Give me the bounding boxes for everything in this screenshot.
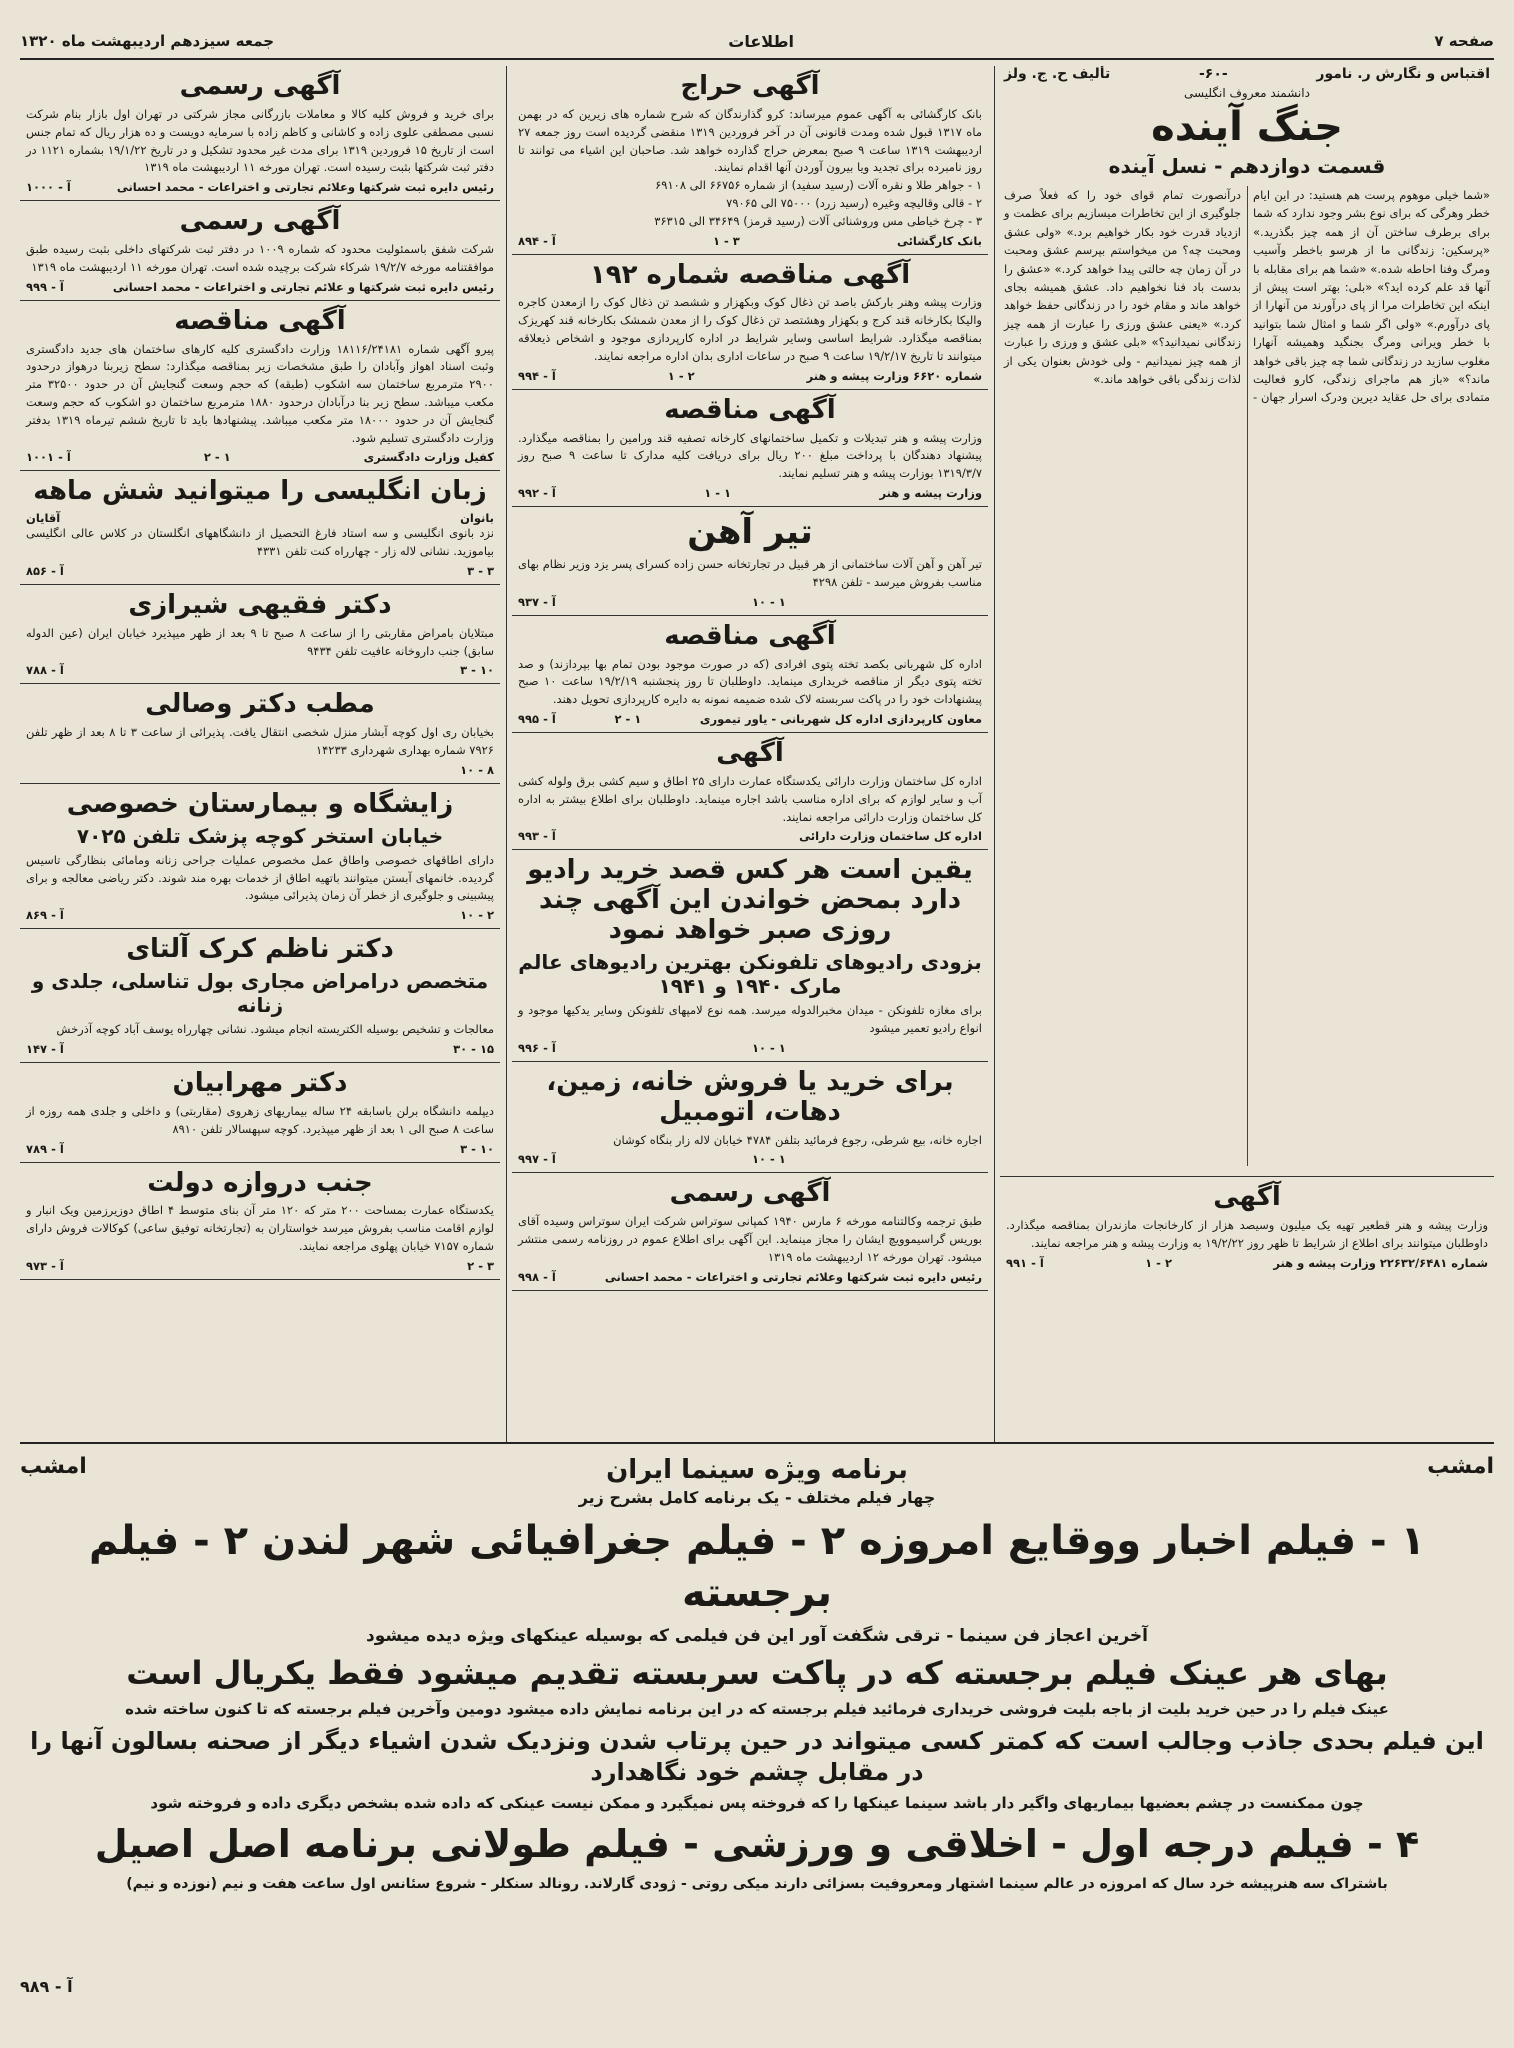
header-rule xyxy=(20,58,1494,60)
ad-title: آگهی رسمی xyxy=(179,71,341,101)
ad-body: وزارت پیشه و هنر قطعیر تهیه یک میلیون وسیصد هزار از کارخانجات مازندران بمناقصه میگذارد. داوطلبان میتوانند برای اطلاع از شرایط تا ظهر روز ۱۹/۲/۲۲ به وزارت پیشه و هنر مراجعه نمایند. xyxy=(1006,1217,1488,1250)
ad-block xyxy=(512,1062,988,1174)
ad-footer xyxy=(26,663,494,677)
ad-body: مبتلایان بامراض مقاربتی را از ساعت ۸ صبح تا ۹ بعد از ظهر میپذیرد خیابان ایران (عین الدوله سابق) جنب داروخانه عافیت تلفن ۹۴۳۴ xyxy=(26,625,494,658)
article-body: «شما خیلی موهوم پرست هم هستید: در این ایام خطر وهرگی که برای نوع بشر وجود ندارد که شما برای برطرف ساختن آن از همه چیز بگذرید.» «پرسکین: زندگانی ما از هرسو باخطر وآسیب ومرگ وفنا احاطه شده.» «شما هم برای مقابله با آنها قد علم کرده اید؟» «بلی: بهتر است پیش از اینکه این تخاطرات مرا از پای درآورند من آنهارا از پای درآورم.» «ولی اگر شما و امثال شما بتوانید با خطر ویرانی ومرگ بجنگید وهمیشه آنهارا مغلوب سازید در زندگانی شما چه چیز باقی خواهد ماند؟» «باز هم ماجرای زندگی، کارو فعالیت متمادی برای حل عقاید دیرین ودرک اسرار جهان - درآنصورت تمام قوای خود را که فعلاً صرف جلوگیری از این تخاطرات میسازیم برای عظمت و ازدیاد قدرت خود بکار خواهیم برد.» «ولی عشق ومحبت چه؟ من میخواستم بپرسم عشق ومحبت در آن زمان چه حالتی پیدا خواهد کرد.» «عشق را بدست باد فنا نخواهیم داد. عشق همیشه بجای خواهد ماند و مقام خود را در زندگانی حفظ خواهد کرد.» «یعنی عشق ورزی را عبارت از همه چیز زندگانی نمیدانید؟» «بلی عشق و ورزی را عبارت از همه چیز نمیدانیم - ولی خودش بعنوان یکی از لذات زندگی باقی خواهد ماند.» xyxy=(1004,188,1490,405)
ad-block xyxy=(20,684,500,784)
ad-footer-mid: ۲ - ۱ xyxy=(1145,1255,1172,1270)
column-divider xyxy=(506,66,507,1442)
page-header xyxy=(20,30,1494,56)
ad-title: آگهی رسمی xyxy=(179,206,341,237)
ad-footer-right: آ - ۱۰۰۱ xyxy=(26,450,71,465)
center-ads-column xyxy=(512,66,988,1442)
ad-body: دارای اطاقهای خصوصی واطاق عمل مخصوص عملیات جراحی زنانه ومامائی بنظارگی تاسیس گردیده. خانمهای آبستن میتوانند باتهیه اطاق از خدمات بهره مند شوند. دکتر ریاضی معالجه و برای پیشبینی و جلوگیری از خطر آن زمان پذیرائی میشود. xyxy=(26,852,494,903)
ad-footer xyxy=(518,1270,982,1284)
ad-block xyxy=(20,471,500,585)
ad-block xyxy=(512,390,988,507)
ad-footer-left: ۸ - ۱۰ xyxy=(460,762,494,777)
cinema-line: این فیلم بحدی جاذب وجالب است که کمتر کسی میتواند در حین پرتاب شدن ونزدیک شدن اشیاء دیگر از صحنه بسالون آنها را در مقابل چشم خود نگاهدارد xyxy=(30,1726,1484,1786)
ad-audience-men: آقایان xyxy=(26,511,61,526)
ad-footer-right: آ - ۸۹۴ xyxy=(518,233,556,248)
ad-title: آگهی xyxy=(1213,1182,1281,1212)
ad-footer xyxy=(518,234,982,248)
ad-title: آگهی رسمی xyxy=(669,1178,831,1209)
ad-footer-mid: ۳ - ۱ xyxy=(712,233,740,248)
cinema-line: برنامه ویژه سینما ایران xyxy=(606,1455,908,1485)
article-subtitle: قسمت دوازدهم - نسل آینده xyxy=(1108,154,1386,178)
cinema-line: چون ممکنست در چشم بعضیها بیماریهای واگیر دار باشد سینما عینکها را که فروخته پس نمیگیرد و ممکن نیست عینکی که داده شده بشخص دیگری داده و فروخته شود xyxy=(150,1794,1364,1813)
ad-footer-right: آ - ۹۹۶ xyxy=(518,1040,556,1055)
cinema-line: عینک فیلم را در حین خرید بلیت از باجه بلیت فروشی خریداری فرمائید فیلم برجسته که در این برنامه نمایش داده میشود دومین وآخرین فیلم برجسته که تا کنون ساخته شده xyxy=(125,1700,1389,1719)
ad-body: بانک کارگشائی به آگهی عموم میرساند: کرو گذارندگان که شرح شماره های زیرین که در بهمن ماه ۱۳۱۷ قبول شده ومدت قانونی آن در آخر فروردین ۱۳۱۹ منقضی گردیده است روز جمعه ۲۷ اردیبهشت ۱۳۱۹ ساعت ۹ صبح بمعرض حراج گذارده خواهد شد. صاحبان این اشیاء می توانند تا روز نامبرده برای تجدید ویا بیرون آوردن آنها اقدام نمایند. xyxy=(518,106,982,175)
ad-footer xyxy=(26,280,494,294)
ad-body: برای خرید و فروش کلیه کالا و معاملات بازرگانی مجاز شرکتی در تهران اول بازار بنام شرکت نسبی مصطفی علوی زاده و کاشانی و کاظم زاده با سرمایه دویست و ده هزار ریال که تمام جنس است از تاریخ ۱۵ فروردین ۱۳۱۹ برای مدت غیر محدود تشکیل و در تاریخ ۱۹/۱/۲۲ بشماره ۱۱۲۱ در دفتر ثبت شرکتها بثبت رسیده است. تهران مورخه ۱۱ اردیبهشت ماه ۱۳۱۹ xyxy=(26,106,494,175)
ad-title: یقین است هر کس قصد خرید رادیو دارد بمحض خواندن این آگهی چند روزی صبر خواهد نمود xyxy=(527,855,973,946)
byline-subtitle: دانشمند معروف انگلیسی xyxy=(1184,86,1310,100)
ad-body: شرکت شفق باسمئولیت محدود که شماره ۱۰۰۹ در دفتر ثبت شرکتهای داخلی بثبت رسیده طبق موافقتنامه مورخه ۱۹/۲/۷ شرکاء شرکت برچیده شده است. تهران مورخه ۱۱ اردیبهشت ماه ۱۳۱۹ xyxy=(26,242,495,274)
ad-footer xyxy=(26,1142,494,1156)
ad-footer-right: آ - ۹۹۸ xyxy=(518,1269,556,1284)
cinema-left-corner: امشب xyxy=(20,1454,87,1479)
cinema-line: باشتراک سه هنرپیشه خرد سال که امروزه در عالم سینما اشتهار ومعروفیت بسزائی دارند میکی روتی - ژودی گارلاند. رونالد سنکلر - شروع سئانس اول ساعت هفت و نیم (نوزده و نیم) xyxy=(126,1876,1388,1893)
ad-block xyxy=(20,784,500,929)
ad-footer xyxy=(518,595,982,609)
ad-body: وزارت پیشه و هنر تبدیلات و تکمیل ساختمانهای کارخانه تصفیه قند ورامین را بمناقصه میگذارد. پیشنهاد دهندگان با پرداخت مبلغ ۲۰۰ ریال برای دریافت کلیه مدارک تا ساعت ۹ صبح روز ۱۳۱۹/۳/۷ بوزارت پیشه و هنر تسلیم نمایند. xyxy=(518,430,982,481)
ad-title: آگهی مناقصه xyxy=(174,305,346,336)
ad-footer xyxy=(26,1259,494,1273)
ad-title: آگهی مناقصه xyxy=(664,620,836,651)
article-bottom-ad xyxy=(1000,1176,1494,1276)
ad-body: پیرو آگهی شماره ۱۸۱۱۶/۲۴۱۸۱ وزارت دادگستری کلیه کارهای ساختمان های جدید دادگستری وثبت اسناد اهواز وآبادان را طبق مشخصات زیر بمناقصه میگذارد: سطح زیربنا درهواز درحدود ۲۹۰۰ مترمربع ساختمان سه اشکوب (طبقه) که حجم وسعت گنجایش آن در حدود ۳۲۵۰۰ متر مکعب میباشد. سطح زیر بنا درآبادان درحدود ۱۸۸۰ مترمربع ساختمان دو اشکوب که حجم وسعت گنجایش آن در حدود ۱۸۰۰۰ متر مکعب میباشد. پیشنهادها باید تا تاریخ ششم تیرماه ۱۳۱۹ بدفتر وزارت دادگستری تسلیم شود. xyxy=(26,341,494,445)
ad-block xyxy=(512,850,988,1061)
ad-footer-right: آ - ۹۹۹ xyxy=(26,279,64,294)
ad-footer-left: ۳ - ۲ xyxy=(467,1258,494,1273)
ad-block xyxy=(20,1163,500,1280)
page-number: صفحه ۷ xyxy=(1434,32,1494,50)
ad-title: آگهی حراج xyxy=(680,71,820,101)
ad-footer-left: رئیس دایره ثبت شرکتها وعلائم تجارتی و اختراعات - محمد احسانی xyxy=(116,180,494,195)
ad-body: طبق ترجمه وکالتنامه مورخه ۶ مارس ۱۹۴۰ کمپانی سوتراس شرکت ایران سوتراس وسیده آقای بوریس گراسیموویچ ایشان را مجاز مینماید. این آگهی برای اطلاع عموم در روزنامه رسمی منتشر میشود. تهران مورخه ۱۲ اردیبهشت ماه ۱۳۱۹ xyxy=(518,1214,982,1264)
ad-title: آگهی مناقصه شماره ۱۹۲ xyxy=(589,259,911,290)
ad-footer-right: آ - ۹۹۷ xyxy=(518,1152,556,1167)
article-title: جنگ آینده xyxy=(1151,104,1343,150)
ad-footer xyxy=(26,763,494,777)
ad-footer xyxy=(518,712,982,726)
ad-title: زایشگاه و بیمارستان خصوصی xyxy=(66,788,454,819)
ad-block xyxy=(20,201,500,301)
issue-date: جمعه سیزدهم اردیبهشت ماه ۱۳۲۰ xyxy=(20,32,275,50)
ad-footer-left: معاون کارپردازی اداره کل شهربانی - یاور تیموری xyxy=(699,712,982,727)
ad-subtitle: خیابان استخر کوچه پزشک تلفن ۷۰۲۵ xyxy=(76,823,444,848)
ad-block xyxy=(512,1173,988,1290)
cinema-line: ۴ - فیلم درجه اول - اخلاقی و ورزشی - فیلم طولانی برنامه اصل اصیل xyxy=(94,1821,1420,1866)
ad-footer-left: ۲ - ۱۰ xyxy=(460,908,494,923)
ad-footer-left: اداره کل ساختمان وزارت دارائی xyxy=(799,829,982,844)
ad-audience xyxy=(26,511,494,525)
ad-footer-left: ۱۰ - ۳ xyxy=(460,1141,494,1156)
ad-footer-right: آ - ۹۹۴ xyxy=(518,368,556,383)
ad-footer-left: کفیل وزارت دادگستری xyxy=(363,450,494,465)
ad-subtitle: متخصص درامراض مجاری بول تناسلی، جلدی و زنانه xyxy=(31,969,489,1018)
ad-body: برای مغازه تلفونکن - میدان مخبرالدوله میرسد. همه نوع لامپهای تلفونکن وسایر یدکیها موجود و انواع رادیو تعمیر میشود xyxy=(518,1003,982,1035)
ad-line: ۳ - چرخ خیاطی مس وروشنائی آلات (رسید قرمز) ۳۴۶۴۹ الی ۳۶۳۱۵ xyxy=(654,213,982,228)
ad-block xyxy=(20,1063,500,1163)
cinema-line: ۱ - فیلم اخبار ووقایع امروزه ۲ - فیلم جغرافیائی شهر لندن ۲ - فیلم برجسته xyxy=(89,1517,1425,1616)
ad-footer-right: آ - ۷۸۹ xyxy=(26,1141,64,1156)
ad-footer xyxy=(26,450,494,464)
byline-adapter: اقتباس و نگارش ر. نامور xyxy=(1316,66,1490,82)
ad-footer-mid: ۱ - ۲ xyxy=(203,450,231,465)
column-divider xyxy=(994,66,995,1442)
ad-footer-right: آ - ۸۵۶ xyxy=(26,563,64,578)
cinema-line: چهار فیلم مختلف - یک برنامه کامل بشرح زیر xyxy=(578,1487,936,1507)
ad-footer xyxy=(518,1041,982,1055)
ad-footer xyxy=(518,1152,982,1166)
ad-title: دکتر مهرابیان xyxy=(172,1068,348,1098)
ad-footer-mid: ۲ - ۱ xyxy=(667,368,695,383)
ad-footer-left: شماره ۶۶۲۰ وزارت پیشه و هنر xyxy=(806,368,982,383)
ad-footer-right: آ - ۱۰۰۰ xyxy=(26,180,71,195)
ad-title: جنب دروازه دولت xyxy=(147,1167,373,1198)
ad-body: یکدستگاه عمارت بمساحت ۲۰۰ متر که ۱۲۰ متر آن بنای متوسط ۴ اطاق دوزیرزمین ویک انبار و لوازم اقامت مناسب بفروش میرسد خواستاران به (تجارتخانه توفیق ساعی) کوکالات فروش دارای شماره ۷۱۵۷ خیابان پهلوی مراجعه نمایند. xyxy=(26,1203,494,1254)
ad-line: ۱ - جواهر طلا و نقره آلات (رسید سفید) از شماره ۶۶۷۵۶ الی ۶۹۱۰۸ xyxy=(655,178,982,193)
ad-body: بخیابان ری اول کوچه آبشار منزل شخصی انتقال یافت. پذیرائی از ساعت ۳ تا ۸ بعد از ظهر تلفن ۷۹۲۶ شماره بهداری شهرداری ۱۴۲۳۳ xyxy=(26,725,494,758)
ad-body: معالجات و تشخیص بوسیله الکتریسته انجام میشود. نشانی چهارراه یوسف آباد کوچه آذرخش xyxy=(56,1022,494,1037)
ad-block xyxy=(512,66,988,255)
ad-footer-left: شماره ۲۲۶۳۲/۶۴۸۱ وزارت پیشه و هنر xyxy=(1273,1255,1488,1270)
ad-footer-mid: ۱ - ۱ xyxy=(704,486,732,501)
ad-footer-right: آ - ۹۳۷ xyxy=(518,594,556,609)
ad-body: اداره کل ساختمان وزارت دارائی یکدستگاه عمارت دارای ۲۵ اطاق و سیم کشی برق ولوله کشی آب و سایر لوازم که برای اداره مناسب باشد اجاره مینماید. داوطلبان برای اطلاع بیشتر به اداره کل ساختمان وزارت دارائی مراجعه نمایند. xyxy=(518,773,983,824)
ad-block xyxy=(20,301,500,472)
ad-title: دکتر ناظم کرک آلتای xyxy=(126,934,394,965)
left-ads-column xyxy=(20,66,500,1442)
cinema-right-corner: امشب xyxy=(1427,1454,1494,1479)
ad-footer xyxy=(26,564,494,578)
ad-footer-right: آ - ۹۹۵ xyxy=(518,712,556,727)
ad-footer-left: بانک کارگشائی xyxy=(896,233,982,248)
cinema-ad xyxy=(20,1448,1494,2008)
ad-footer-mid: ۱ - ۲ xyxy=(614,712,642,727)
ad-footer-right: آ - ۹۹۱ xyxy=(1006,1255,1044,1270)
ad-title: آگهی xyxy=(716,738,784,769)
ad-block xyxy=(20,66,500,201)
ad-footer-right: آ - ۱۴۷ xyxy=(26,1042,64,1056)
ad-footer xyxy=(26,180,494,194)
article-byline xyxy=(1000,66,1494,82)
ad-title: برای خرید یا فروش خانه، زمین، دهات، اتومبیل xyxy=(546,1066,954,1127)
ad-line: ۲ - قالی وقالیچه وغیره (رسید زرد) ۷۵۰۰۰ الی ۷۹۰۶۵ xyxy=(726,195,982,210)
ad-title: تیر آهن xyxy=(687,512,813,553)
ad-body: وزارت پیشه وهنر بارکش باصد تن ذغال کوک وبکهزار و ششصد تن ذغال کوک را ازمعدن کاجره والیکا بکارخانه قند کرج و بکهزار وهشتصد تن ذغال کوک را از معدن شمشک بکارخانه قند کهریزک بمناقصه میگذارد. شرایط اساسی وسایر شرایط در اداره کارپردازی موجود و اشخاص ذیعلاقه میتوانند تا تاریخ ۱۹/۲/۱۷ ساعت ۹ صبح در ساعات اداری بدان اداره مراجعه نمایند. xyxy=(518,295,982,363)
ad-title: مطب دکتر وصالی xyxy=(145,689,375,720)
ad-body: نزد بانوی انگلیسی و سه استاد فارغ التحصیل از دانشگاههای انگلستان در کلاس عالی انگلیسی بیاموزید. نشانی لاله زار - چهارراه کنت تلفن ۴۳۳۱ xyxy=(26,526,494,559)
byline-number: -۶۰- xyxy=(1198,66,1228,82)
ad-footer-left: رئیس دایره ثبت شرکتها و علائم تجارتی و اختراعات - محمد احسانی xyxy=(112,279,494,294)
ad-footer-mid: ۱ - ۱۰ xyxy=(751,1040,786,1055)
ad-body: اجاره خانه، بیع شرطی، رجوع فرمائید بتلفن ۴۷۸۴ خیابان لاله زار بنگاه کوشان xyxy=(613,1132,982,1147)
ad-block xyxy=(512,507,988,616)
ad-footer xyxy=(518,369,982,383)
ad-footer-mid: ۱ - ۱۰ xyxy=(751,1152,786,1167)
ad-footer-left: وزارت پیشه و هنر xyxy=(879,486,982,501)
ad-footer xyxy=(1006,1256,1488,1270)
cinema-line: بهای هر عینک فیلم برجسته که در پاکت سربسته تقدیم میشود فقط یکریال است xyxy=(126,1653,1388,1692)
ad-block xyxy=(20,585,500,685)
article-column xyxy=(1000,66,1494,1276)
ad-footer xyxy=(518,486,982,500)
ad-block xyxy=(512,733,988,850)
ad-footer-left: ۱۰ - ۳ xyxy=(460,663,494,678)
ad-footer-right: آ - ۹۷۳ xyxy=(26,1258,64,1273)
ad-footer-right: آ - ۹۹۳ xyxy=(518,829,556,844)
ad-footer-left: رئیس دایره ثبت شرکتها وعلائم تجارتی و اختراعات - محمد احسانی xyxy=(604,1269,982,1284)
cinema-rule xyxy=(20,1442,1494,1444)
ad-footer-left: ۱۵ - ۳۰ xyxy=(453,1042,494,1056)
ad-title: آگهی مناقصه xyxy=(664,394,836,425)
ad-body: تیر آهن و آهن آلات ساختمانی از هر قبیل در تجارتخانه حسن زاده کسرای پسر یزد وزیر نظام بهای مناسب بفروش میرسد - تلفن ۴۲۹۸ xyxy=(518,557,982,589)
paper-name: اطلاعات xyxy=(728,32,794,51)
ad-footer xyxy=(26,1042,494,1056)
byline-author: تألیف ح. ج. ولز xyxy=(1004,66,1111,82)
ad-footer xyxy=(518,829,982,843)
ad-block xyxy=(20,929,500,1063)
ad-block xyxy=(512,255,988,390)
ad-footer xyxy=(26,908,494,922)
ad-title: دکتر فقیهی شیرازی xyxy=(128,589,392,620)
ad-body: اداره کل شهربانی بکصد تخته پتوی افرادی (که در صورت موجود بودن تمام بها بپردازند) و صد تخته پتوی دیگر از مناقصه خریداری مینماید. داوطلبان تا روز پنجشنبه ۱۹/۲/۱۹ ساعت ۱۰ صبح پیشنهادات خود را در پاکت سربسته لاک شده ضمیمه نمونه به دایره کارپردازی تحویل دهند. xyxy=(518,656,982,707)
ad-title: زبان انگلیسی را میتوانید شش ماهه xyxy=(33,476,487,507)
cinema-line: آخرین اعجاز فن سینما - ترقی شگفت آور این فن فیلمی که بوسیله عینکهای ویژه دیده میشود xyxy=(366,1625,1148,1646)
ad-subtitle: بزودی رادیوهای تلفونکن بهترین رادیوهای عالم مارک ۱۹۴۰ و ۱۹۴۱ xyxy=(518,950,982,999)
cinema-footer: آ - ۹۸۹ xyxy=(20,1977,73,1996)
ad-footer-left: ۳ - ۳ xyxy=(467,563,494,578)
ad-body: دیپلمه دانشگاه برلن باسابقه ۲۴ ساله بیماریهای زهروی (مقاربتی) و داخلی و جلدی همه روزه از ساعت ۸ صبح الی ۱ بعد از ظهر میپذیرد. کوچه سپهسالار تلفن ۸۹۱۰ xyxy=(26,1103,494,1136)
ad-audience-women: بانوان xyxy=(460,511,494,526)
ad-footer-mid: ۱ - ۱۰ xyxy=(751,594,786,609)
ad-footer-right: آ - ۷۸۸ xyxy=(26,663,64,678)
ad-block xyxy=(512,616,988,733)
ad-footer-right: آ - ۸۶۹ xyxy=(26,908,64,923)
ad-footer-right: آ - ۹۹۲ xyxy=(518,486,556,501)
